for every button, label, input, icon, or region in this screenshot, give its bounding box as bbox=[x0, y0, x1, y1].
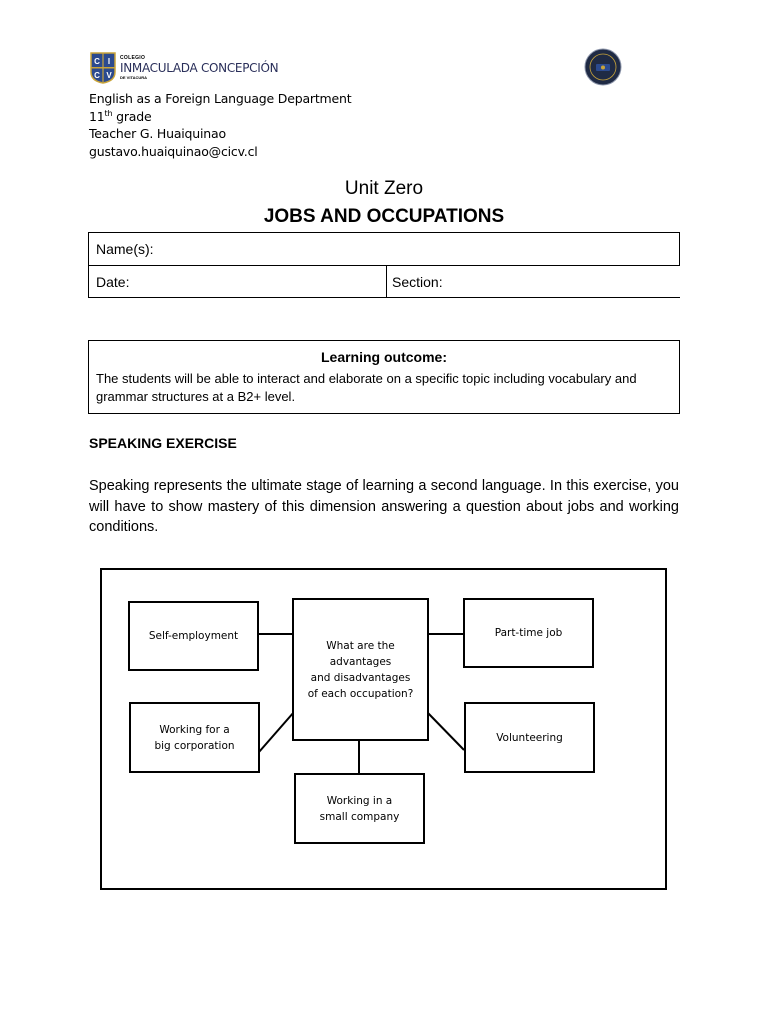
big-corporation-text bbox=[154, 722, 234, 754]
date-field-label[interactable]: Date: bbox=[96, 274, 130, 290]
logo-school-name: INMACULADA CONCEPCIÓN bbox=[120, 61, 279, 75]
grade-suffix: th bbox=[104, 108, 113, 118]
logo-text bbox=[120, 56, 278, 80]
logo-sub-text: DE VITACURA bbox=[120, 75, 148, 80]
learning-outcome-heading: Learning outcome: bbox=[320, 349, 447, 365]
learning-outcome-text: The students will be able to interact and elaborate on a specific topic including vocabulary and grammar structures at a B2+ level. bbox=[96, 371, 637, 404]
box-volunteering bbox=[464, 702, 595, 773]
speaking-exercise-paragraph: Speaking represents the ultimate stage of learning a second language. In this exercise, you will have to show mastery of this dimension answering a question about jobs and working conditions. bbox=[89, 478, 679, 535]
box-volunteering-label: Volunteering bbox=[496, 731, 563, 744]
box-self-employment bbox=[128, 601, 259, 671]
name-field-label[interactable]: Name(s): bbox=[96, 241, 154, 257]
speaking-exercise-title: SPEAKING EXERCISE bbox=[89, 435, 237, 451]
school-logo bbox=[90, 52, 278, 84]
table-column-divider bbox=[386, 265, 387, 297]
learning-outcome-box bbox=[88, 340, 680, 414]
occupations-diagram bbox=[100, 568, 667, 890]
topic-title: JOBS AND OCCUPATIONS bbox=[263, 206, 505, 227]
box-part-time-job-label: Part-time job bbox=[494, 627, 563, 639]
center-question-line: What are the advantages bbox=[326, 639, 395, 668]
big-corporation-line: big corporation bbox=[154, 739, 235, 752]
student-info-table bbox=[88, 232, 680, 298]
teacher-email: gustavo.huaiquinao@cicv.cl bbox=[89, 143, 258, 159]
unit-title: Unit Zero bbox=[344, 178, 424, 199]
center-question-text bbox=[294, 638, 427, 702]
grade-line bbox=[89, 108, 351, 126]
department-info bbox=[89, 90, 351, 160]
department-name: English as a Foreign Language Department bbox=[89, 91, 352, 106]
box-center-question bbox=[292, 598, 429, 741]
small-company-line: small company bbox=[319, 810, 400, 823]
center-question-line: of each occupation? bbox=[307, 687, 414, 700]
table-right-border bbox=[679, 233, 680, 266]
educa-seal-icon bbox=[584, 48, 622, 86]
grade-word: grade bbox=[112, 108, 152, 124]
box-part-time-job bbox=[463, 598, 594, 668]
big-corporation-line: Working for a bbox=[159, 723, 230, 736]
teacher-name: Teacher G. Huaiquinao bbox=[89, 126, 226, 141]
box-small-company bbox=[294, 773, 425, 844]
section-field-label[interactable]: Section: bbox=[392, 274, 443, 290]
grade-number: 11 bbox=[89, 108, 105, 124]
school-crest-icon bbox=[90, 52, 116, 84]
table-row-divider bbox=[89, 265, 680, 266]
svg-text:I: I bbox=[107, 57, 111, 66]
small-company-line: Working in a bbox=[326, 794, 393, 807]
box-big-corporation bbox=[129, 702, 260, 773]
svg-text:C: C bbox=[94, 71, 100, 80]
svg-text:V: V bbox=[106, 71, 112, 80]
logo-small-text: COLEGIO bbox=[120, 55, 146, 61]
box-self-employment-label: Self-employment bbox=[148, 630, 239, 642]
small-company-text bbox=[320, 793, 400, 825]
svg-text:C: C bbox=[94, 57, 100, 66]
center-question-line: and disadvantages bbox=[310, 671, 411, 684]
